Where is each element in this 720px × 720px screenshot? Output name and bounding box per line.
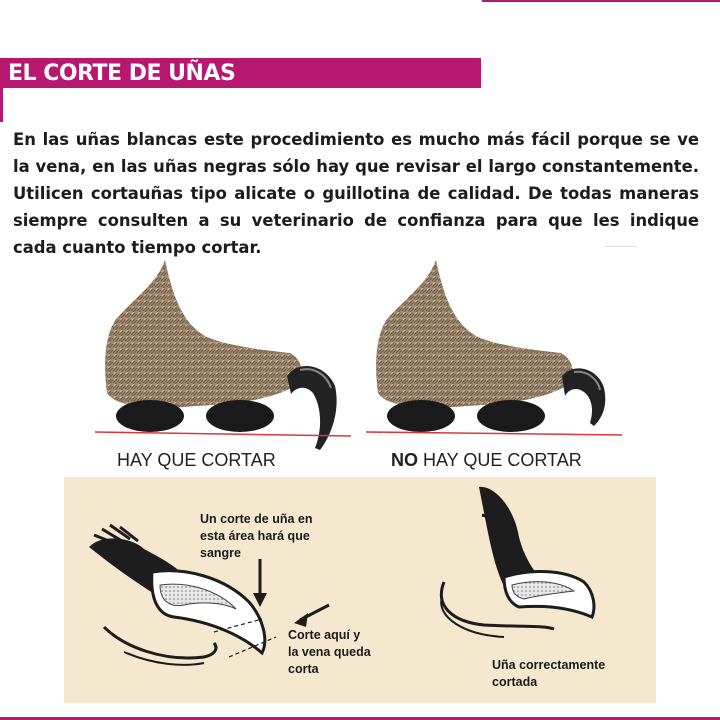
top-accent-line bbox=[482, 0, 720, 2]
label-correctly-cut: Uña correctamente cortada bbox=[492, 658, 606, 689]
toe-pad bbox=[206, 400, 274, 432]
arrow-down-head bbox=[253, 593, 267, 607]
caption-no-cut bbox=[391, 450, 582, 471]
page-title: EL CORTE DE UÑAS bbox=[8, 61, 236, 86]
paw-long-nail-illustration bbox=[95, 258, 355, 450]
toe-pad bbox=[477, 400, 545, 432]
nail-outer bbox=[152, 571, 265, 653]
paragraph-rule bbox=[605, 246, 637, 247]
title-accent-tick bbox=[0, 58, 3, 122]
toe-pad bbox=[116, 400, 184, 432]
intro-paragraph: En las uñas blancas este procedimiento es mucho más fácil porque se ve la vena, en las uñas negras sólo hay que revisar el largo constantemente. Utilicen cortauñas tipo alicate o guillotina de calidad. De todas maneras siempre consulten a su veterinario de confianza para que les indique cada cuanto tiempo cortar. bbox=[13, 130, 699, 257]
toe-pad bbox=[387, 400, 455, 432]
cut-line bbox=[366, 432, 622, 435]
caption-cut: HAY QUE CORTAR bbox=[117, 450, 276, 470]
nail-anatomy-panel bbox=[64, 477, 656, 703]
label-bleeding-area: Un corte de uña en esta área hará que sangre bbox=[200, 512, 313, 560]
caption-no-rest: HAY QUE CORTAR bbox=[418, 450, 582, 470]
paw-short-nail-illustration bbox=[366, 258, 626, 450]
caption-no-word: NO bbox=[391, 450, 418, 470]
cut-line bbox=[95, 432, 351, 436]
short-nail bbox=[562, 368, 605, 426]
paw-fur bbox=[105, 260, 302, 408]
paw-fur bbox=[376, 260, 573, 408]
long-nail bbox=[287, 366, 337, 450]
label-cut-here: Corte aquí y la vena queda corta bbox=[288, 628, 371, 676]
arrow-diagonal-head bbox=[294, 613, 308, 627]
toe-outline bbox=[104, 627, 216, 658]
